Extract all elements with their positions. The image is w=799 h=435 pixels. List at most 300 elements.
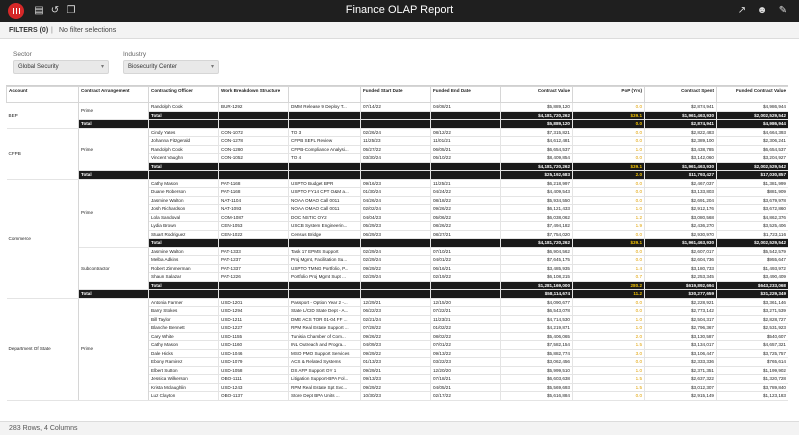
cell-7[interactable]: $5,616,884 bbox=[501, 392, 573, 401]
cell-2[interactable]: Dale Hicks bbox=[149, 349, 219, 358]
cell-4[interactable] bbox=[289, 111, 361, 120]
cell-4[interactable]: Task 17 EPMS Support bbox=[289, 247, 361, 256]
cell-10[interactable]: $2,002,529,542 bbox=[717, 111, 789, 120]
cell-7[interactable]: $5,569,693 bbox=[501, 383, 573, 392]
cell-4[interactable]: Store Dept BPA Units ... bbox=[289, 392, 361, 401]
cell-7[interactable]: $4,714,530 bbox=[501, 315, 573, 324]
cell-8[interactable]: 0.0 bbox=[573, 230, 645, 239]
cell-9[interactable]: $2,253,345 bbox=[645, 273, 717, 282]
cell-5[interactable]: 03/30/24 bbox=[361, 154, 431, 163]
cell-3[interactable]: USD-1211 bbox=[219, 315, 289, 324]
cell-5[interactable]: 02/29/24 bbox=[361, 256, 431, 265]
cell-6[interactable] bbox=[431, 290, 501, 299]
cell-5[interactable] bbox=[361, 171, 431, 180]
cell-5[interactable]: 02/29/24 bbox=[361, 273, 431, 282]
cell-4[interactable]: DME ACS TOR 01-04 FF ... bbox=[289, 315, 361, 324]
cell-10[interactable]: $1,493,972 bbox=[717, 264, 789, 273]
cell-10[interactable]: $31,229,349 bbox=[717, 290, 789, 299]
cell-3[interactable] bbox=[219, 290, 289, 299]
arrangement-cell[interactable]: Prime bbox=[79, 128, 149, 171]
cell-6[interactable]: 07/22/21 bbox=[431, 307, 501, 316]
cell-7[interactable]: $58,114,674 bbox=[501, 290, 573, 299]
cell-5[interactable]: 02/29/24 bbox=[361, 247, 431, 256]
cell-6[interactable] bbox=[431, 281, 501, 290]
cell-3[interactable]: PAT-1226 bbox=[219, 273, 289, 282]
cell-10[interactable]: $3,525,406 bbox=[717, 222, 789, 231]
cell-8[interactable]: 1.0 bbox=[573, 324, 645, 333]
cell-4[interactable]: DMM Release 9 Deploy T... bbox=[289, 103, 361, 112]
cell-7[interactable]: $6,108,215 bbox=[501, 273, 573, 282]
cell-9[interactable]: $2,874,941 bbox=[645, 120, 717, 129]
cell-6[interactable] bbox=[431, 111, 501, 120]
cell-10[interactable]: $4,657,321 bbox=[717, 341, 789, 350]
cell-10[interactable]: $881,909 bbox=[717, 188, 789, 197]
cell-2[interactable]: Cathy Mason bbox=[149, 179, 219, 188]
cell-6[interactable]: 07/10/21 bbox=[431, 247, 501, 256]
cell-5[interactable]: 06/22/23 bbox=[361, 307, 431, 316]
cell-6[interactable]: 08/02/22 bbox=[431, 332, 501, 341]
cell-5[interactable]: 09/26/22 bbox=[361, 332, 431, 341]
cell-2[interactable]: Bill Taylor bbox=[149, 315, 219, 324]
cell-5[interactable]: 02/02/24 bbox=[361, 205, 431, 214]
cell-9[interactable]: $1,961,463,930 bbox=[645, 239, 717, 248]
cell-5[interactable]: 02/26/24 bbox=[361, 128, 431, 137]
cell-6[interactable]: 03/22/23 bbox=[431, 358, 501, 367]
cell-10[interactable]: $2,002,529,542 bbox=[717, 239, 789, 248]
cell-8[interactable]: 1.0 bbox=[573, 315, 645, 324]
col-header[interactable]: Account bbox=[7, 87, 79, 103]
cell-10[interactable]: $2,531,923 bbox=[717, 324, 789, 333]
cell-8[interactable]: 0.0 bbox=[573, 103, 645, 112]
total-label[interactable]: Total bbox=[149, 111, 219, 120]
cell-7[interactable]: $7,494,182 bbox=[501, 222, 573, 231]
col-header[interactable]: Contract Spent bbox=[645, 87, 717, 103]
cell-3[interactable]: PAT-1333 bbox=[219, 247, 289, 256]
col-header[interactable]: Funded Start Date bbox=[361, 87, 431, 103]
cell-10[interactable]: $765,614 bbox=[717, 358, 789, 367]
cell-3[interactable]: CON-1278 bbox=[219, 137, 289, 146]
cell-7[interactable]: $4,090,677 bbox=[501, 298, 573, 307]
cell-8[interactable]: 2.0 bbox=[573, 332, 645, 341]
cell-6[interactable]: 04/01/22 bbox=[431, 256, 501, 265]
cell-7[interactable]: $5,406,065 bbox=[501, 332, 573, 341]
cell-8[interactable]: 1.4 bbox=[573, 264, 645, 273]
cell-9[interactable]: $2,467,037 bbox=[645, 179, 717, 188]
cell-5[interactable]: 12/29/21 bbox=[361, 298, 431, 307]
cell-6[interactable]: 02/19/22 bbox=[431, 273, 501, 282]
cell-2[interactable]: Johanna Fitzgerald bbox=[149, 137, 219, 146]
cell-10[interactable]: $3,725,757 bbox=[717, 349, 789, 358]
edit-icon[interactable]: ✎ bbox=[778, 5, 788, 16]
cell-10[interactable]: $3,789,840 bbox=[717, 383, 789, 392]
cell-5[interactable] bbox=[361, 281, 431, 290]
col-header[interactable]: Contracting Officer bbox=[149, 87, 219, 103]
cell-7[interactable]: $5,934,550 bbox=[501, 196, 573, 205]
cell-10[interactable]: $1,723,116 bbox=[717, 230, 789, 239]
cell-2[interactable]: Vincent Vaughn bbox=[149, 154, 219, 163]
cell-4[interactable]: NOAA OMAO Call 0011 bbox=[289, 196, 361, 205]
table-row[interactable] bbox=[7, 247, 789, 256]
cell-4[interactable]: DOC NSTIC OY2 bbox=[289, 213, 361, 222]
cell-5[interactable]: 09/13/23 bbox=[361, 375, 431, 384]
cell-2[interactable]: Jasmine Walton bbox=[149, 247, 219, 256]
cell-4[interactable]: Tunisia Chamber of Com... bbox=[289, 332, 361, 341]
cell-10[interactable]: $3,204,927 bbox=[717, 154, 789, 163]
cell-9[interactable]: $3,133,803 bbox=[645, 188, 717, 197]
cell-2[interactable]: Jessica Wilkerson bbox=[149, 375, 219, 384]
cell-5[interactable]: 04/04/23 bbox=[361, 213, 431, 222]
cell-4[interactable]: State L/CID State Dept - A... bbox=[289, 307, 361, 316]
cell-4[interactable]: RPM Real Estate Spt Svc... bbox=[289, 383, 361, 392]
cell-7[interactable]: $6,038,062 bbox=[501, 213, 573, 222]
cell-6[interactable]: 08/27/21 bbox=[431, 230, 501, 239]
cell-9[interactable]: $2,773,142 bbox=[645, 307, 717, 316]
cell-7[interactable]: $4,612,481 bbox=[501, 137, 573, 146]
cell-7[interactable]: $3,485,935 bbox=[501, 264, 573, 273]
cell-6[interactable]: 12/15/20 bbox=[431, 298, 501, 307]
cell-9[interactable]: $3,130,587 bbox=[645, 332, 717, 341]
cell-2[interactable]: Robert Zimmerman bbox=[149, 264, 219, 273]
total-row[interactable] bbox=[7, 120, 789, 129]
cell-10[interactable]: $540,607 bbox=[717, 332, 789, 341]
cell-6[interactable]: 05/10/22 bbox=[431, 154, 501, 163]
cell-8[interactable]: 0.0 bbox=[573, 358, 645, 367]
cell-8[interactable]: 0.0 bbox=[573, 307, 645, 316]
cell-7[interactable]: $5,999,510 bbox=[501, 366, 573, 375]
cell-8[interactable]: 1.5 bbox=[573, 383, 645, 392]
cell-2[interactable]: Antonia Farmer bbox=[149, 298, 219, 307]
arrangement-cell[interactable]: Prime bbox=[79, 103, 149, 120]
cell-9[interactable]: $3,012,307 bbox=[645, 383, 717, 392]
cell-8[interactable]: 2.0 bbox=[573, 171, 645, 180]
cell-9[interactable]: $3,438,785 bbox=[645, 145, 717, 154]
total-label[interactable] bbox=[149, 171, 219, 180]
cell-6[interactable]: 11/01/21 bbox=[431, 137, 501, 146]
table-row[interactable] bbox=[7, 103, 789, 112]
cell-9[interactable]: $30,277,659 bbox=[645, 290, 717, 299]
cell-5[interactable]: 09/29/22 bbox=[361, 383, 431, 392]
cell-10[interactable]: $4,862,376 bbox=[717, 213, 789, 222]
cell-7[interactable]: $5,889,120 bbox=[501, 120, 573, 129]
cell-7[interactable]: $7,754,020 bbox=[501, 230, 573, 239]
cell-10[interactable]: $3,361,146 bbox=[717, 298, 789, 307]
cell-4[interactable]: INL Outreach and Progra... bbox=[289, 341, 361, 350]
cell-5[interactable] bbox=[361, 239, 431, 248]
save-icon[interactable]: ▤ bbox=[34, 5, 44, 16]
cell-6[interactable]: 11/25/21 bbox=[431, 179, 501, 188]
cell-9[interactable]: $2,915,149 bbox=[645, 392, 717, 401]
industry-select[interactable] bbox=[123, 60, 219, 74]
cell-10[interactable]: $17,030,857 bbox=[717, 171, 789, 180]
table-row[interactable] bbox=[7, 128, 789, 137]
cell-6[interactable]: 07/01/22 bbox=[431, 341, 501, 350]
cell-7[interactable]: $7,315,821 bbox=[501, 128, 573, 137]
cell-6[interactable]: 12/20/20 bbox=[431, 366, 501, 375]
cell-9[interactable]: $2,874,941 bbox=[645, 103, 717, 112]
cell-7[interactable]: $6,904,562 bbox=[501, 247, 573, 256]
cell-2[interactable]: Jasmine Walton bbox=[149, 196, 219, 205]
cell-6[interactable]: 06/05/21 bbox=[431, 145, 501, 154]
cell-8[interactable]: 11.2 bbox=[573, 290, 645, 299]
cell-8[interactable]: 1.5 bbox=[573, 375, 645, 384]
cell-4[interactable]: ACS & Related Systems bbox=[289, 358, 361, 367]
cell-7[interactable]: $5,882,774 bbox=[501, 349, 573, 358]
cell-3[interactable]: USD-1243 bbox=[219, 383, 289, 392]
cell-9[interactable]: $3,106,447 bbox=[645, 349, 717, 358]
cell-4[interactable]: TO 4 bbox=[289, 154, 361, 163]
cell-6[interactable]: 04/05/21 bbox=[431, 383, 501, 392]
account-cell[interactable]: BEP bbox=[7, 103, 79, 129]
arrangement-cell[interactable]: Prime bbox=[79, 298, 149, 400]
cell-4[interactable]: RPM Real Estate Support ... bbox=[289, 324, 361, 333]
cell-5[interactable]: 04/09/23 bbox=[361, 341, 431, 350]
cell-4[interactable]: CFPB SEFL Review bbox=[289, 137, 361, 146]
cell-2[interactable]: Elbert Sutton bbox=[149, 366, 219, 375]
cell-10[interactable]: $1,320,728 bbox=[717, 375, 789, 384]
cell-4[interactable]: USPTO TMNG Portfolio, P... bbox=[289, 264, 361, 273]
cell-5[interactable] bbox=[361, 162, 431, 171]
cell-4[interactable] bbox=[289, 171, 361, 180]
cell-4[interactable]: Litigation Support-BPA Fol... bbox=[289, 375, 361, 384]
cell-6[interactable]: 09/13/22 bbox=[431, 349, 501, 358]
cell-6[interactable]: 06/16/21 bbox=[431, 264, 501, 273]
cell-7[interactable]: $6,121,433 bbox=[501, 205, 573, 214]
cell-7[interactable]: $1,281,169,000 bbox=[501, 281, 573, 290]
cell-8[interactable]: 0.7 bbox=[573, 273, 645, 282]
cell-2[interactable]: Cary White bbox=[149, 332, 219, 341]
cell-4[interactable]: USPTO FY14 CPT O&M a... bbox=[289, 188, 361, 197]
cell-9[interactable]: $2,691,204 bbox=[645, 196, 717, 205]
cell-9[interactable]: $2,333,336 bbox=[645, 358, 717, 367]
cell-3[interactable]: USD-1227 bbox=[219, 324, 289, 333]
cell-9[interactable]: $1,961,463,930 bbox=[645, 162, 717, 171]
cell-4[interactable]: Census Bridge bbox=[289, 230, 361, 239]
cell-8[interactable]: 0.0 bbox=[573, 196, 645, 205]
cell-4[interactable] bbox=[289, 290, 361, 299]
cell-8[interactable]: $39.1 bbox=[573, 239, 645, 248]
cell-3[interactable]: NAT-1104 bbox=[219, 196, 289, 205]
cell-3[interactable]: PAT-1337 bbox=[219, 264, 289, 273]
cell-10[interactable]: $2,306,241 bbox=[717, 137, 789, 146]
cell-6[interactable]: 02/17/22 bbox=[431, 392, 501, 401]
cell-5[interactable] bbox=[361, 111, 431, 120]
total-row[interactable] bbox=[7, 290, 789, 299]
cell-5[interactable]: 02/21/24 bbox=[361, 315, 431, 324]
cell-2[interactable]: Duane Roberson bbox=[149, 188, 219, 197]
cell-7[interactable]: $6,543,078 bbox=[501, 307, 573, 316]
cell-2[interactable]: Barry Stokes bbox=[149, 307, 219, 316]
cell-3[interactable]: COM-1087 bbox=[219, 213, 289, 222]
cell-9[interactable]: $11,793,427 bbox=[645, 171, 717, 180]
cell-9[interactable]: $2,228,921 bbox=[645, 298, 717, 307]
cell-3[interactable]: CON-1052 bbox=[219, 154, 289, 163]
cell-9[interactable]: $2,604,736 bbox=[645, 256, 717, 265]
cell-4[interactable] bbox=[289, 162, 361, 171]
cell-6[interactable]: 11/23/21 bbox=[431, 315, 501, 324]
cell-2[interactable]: Blanche Bennett bbox=[149, 324, 219, 333]
cell-10[interactable]: $1,123,183 bbox=[717, 392, 789, 401]
cell-3[interactable]: BUR-1292 bbox=[219, 103, 289, 112]
cell-9[interactable]: $619,892,694 bbox=[645, 281, 717, 290]
cell-6[interactable] bbox=[431, 162, 501, 171]
cell-5[interactable]: 11/25/23 bbox=[361, 137, 431, 146]
cell-3[interactable]: USD-1079 bbox=[219, 358, 289, 367]
cell-8[interactable]: 0.0 bbox=[573, 128, 645, 137]
export-icon[interactable]: ↗ bbox=[737, 5, 747, 16]
total-label[interactable] bbox=[149, 290, 219, 299]
cell-2[interactable]: Randolph Cook bbox=[149, 103, 219, 112]
cell-7[interactable]: $6,603,638 bbox=[501, 375, 573, 384]
cell-10[interactable]: $4,664,393 bbox=[717, 128, 789, 137]
cell-8[interactable]: 3.0 bbox=[573, 349, 645, 358]
history-icon[interactable]: ↺ bbox=[50, 5, 60, 16]
cell-3[interactable]: USD-1201 bbox=[219, 298, 289, 307]
cell-9[interactable]: $3,142,060 bbox=[645, 154, 717, 163]
cell-8[interactable]: 1.0 bbox=[573, 366, 645, 375]
cell-5[interactable]: 07/28/22 bbox=[361, 324, 431, 333]
table-row[interactable] bbox=[7, 179, 789, 188]
cell-6[interactable]: 05/06/22 bbox=[431, 213, 501, 222]
cell-3[interactable]: NAT-1093 bbox=[219, 205, 289, 214]
cell-8[interactable]: 1.0 bbox=[573, 145, 645, 154]
cell-3[interactable] bbox=[219, 120, 289, 129]
cell-7[interactable]: $5,889,120 bbox=[501, 103, 573, 112]
filters-label[interactable]: FILTERS (0) bbox=[9, 27, 49, 34]
cell-3[interactable]: CEN-1053 bbox=[219, 222, 289, 231]
total-label[interactable]: Total bbox=[149, 239, 219, 248]
cell-7[interactable]: $7,645,175 bbox=[501, 256, 573, 265]
cell-9[interactable]: $2,436,270 bbox=[645, 222, 717, 231]
cell-9[interactable]: $2,389,100 bbox=[645, 137, 717, 146]
cell-9[interactable]: $2,930,970 bbox=[645, 230, 717, 239]
cell-7[interactable]: $4,219,871 bbox=[501, 324, 573, 333]
cell-3[interactable]: CEN-1022 bbox=[219, 230, 289, 239]
col-header[interactable]: Contract Value bbox=[501, 87, 573, 103]
cell-6[interactable]: 01/02/22 bbox=[431, 324, 501, 333]
cell-10[interactable]: $6,654,537 bbox=[717, 145, 789, 154]
cell-4[interactable]: Passport - Option Year 2 -... bbox=[289, 298, 361, 307]
cell-9[interactable]: $2,371,351 bbox=[645, 366, 717, 375]
cell-9[interactable]: $1,961,463,930 bbox=[645, 111, 717, 120]
cell-3[interactable]: USD-1294 bbox=[219, 307, 289, 316]
cell-10[interactable]: $3,271,539 bbox=[717, 307, 789, 316]
cell-7[interactable]: $4,181,720,262 bbox=[501, 162, 573, 171]
cell-3[interactable] bbox=[219, 171, 289, 180]
col-header[interactable]: Funded End Date bbox=[431, 87, 501, 103]
cell-8[interactable]: 0.0 bbox=[573, 120, 645, 129]
cell-3[interactable]: USD-1160 bbox=[219, 341, 289, 350]
account-cell[interactable]: Department Of State bbox=[7, 298, 79, 400]
cell-9[interactable]: $3,134,017 bbox=[645, 341, 717, 350]
cell-7[interactable]: $4,409,543 bbox=[501, 188, 573, 197]
arrangement-cell[interactable]: Prime bbox=[79, 179, 149, 247]
cell-6[interactable] bbox=[431, 171, 501, 180]
sector-select[interactable] bbox=[13, 60, 109, 74]
col-header[interactable]: PoP (Yrs) bbox=[573, 87, 645, 103]
cell-4[interactable] bbox=[289, 281, 361, 290]
cell-9[interactable]: $2,637,322 bbox=[645, 375, 717, 384]
cell-5[interactable]: 05/29/23 bbox=[361, 222, 431, 231]
cell-4[interactable]: TO 3 bbox=[289, 128, 361, 137]
cell-7[interactable]: $4,181,720,262 bbox=[501, 239, 573, 248]
cell-3[interactable]: PAT-1168 bbox=[219, 179, 289, 188]
cell-3[interactable] bbox=[219, 162, 289, 171]
cell-6[interactable]: 08/26/22 bbox=[431, 222, 501, 231]
cell-2[interactable]: Stuart Rodriguez bbox=[149, 230, 219, 239]
total-label[interactable]: Total bbox=[149, 162, 219, 171]
table-row[interactable] bbox=[7, 298, 789, 307]
cell-7[interactable]: $7,582,154 bbox=[501, 341, 573, 350]
col-header[interactable]: Funded Contract Value bbox=[717, 87, 789, 103]
total-label[interactable]: Total bbox=[149, 281, 219, 290]
col-header[interactable]: Contract Arrangement bbox=[79, 87, 149, 103]
col-header[interactable]: Work Breakdown Structure bbox=[219, 87, 289, 103]
cell-2[interactable]: Luz Clayton bbox=[149, 392, 219, 401]
cell-2[interactable]: Lydia Brown bbox=[149, 222, 219, 231]
cell-2[interactable]: Melba Adkins bbox=[149, 256, 219, 265]
cell-8[interactable]: 0.0 bbox=[573, 247, 645, 256]
cell-4[interactable]: CFPB-Compliance Analysi... bbox=[289, 145, 361, 154]
cell-8[interactable]: 1.2 bbox=[573, 213, 645, 222]
cell-3[interactable]: PAT-1237 bbox=[219, 256, 289, 265]
cell-10[interactable]: $2,828,727 bbox=[717, 315, 789, 324]
cell-3[interactable]: USD-1046 bbox=[219, 349, 289, 358]
cell-7[interactable]: $8,409,854 bbox=[501, 154, 573, 163]
cell-4[interactable]: NOAA OMAO Call 0011 bbox=[289, 205, 361, 214]
cell-7[interactable]: $6,654,537 bbox=[501, 145, 573, 154]
cell-10[interactable]: $1,381,999 bbox=[717, 179, 789, 188]
cell-8[interactable]: 1.5 bbox=[573, 341, 645, 350]
cell-10[interactable]: $955,647 bbox=[717, 256, 789, 265]
cell-6[interactable] bbox=[431, 120, 501, 129]
cell-8[interactable]: 280.2 bbox=[573, 281, 645, 290]
cell-6[interactable]: 04/24/22 bbox=[431, 188, 501, 197]
cell-6[interactable]: 04/08/21 bbox=[431, 103, 501, 112]
cell-7[interactable]: $4,181,720,262 bbox=[501, 111, 573, 120]
cell-8[interactable]: 0.0 bbox=[573, 188, 645, 197]
total-label[interactable] bbox=[149, 120, 219, 129]
cell-7[interactable]: $3,062,456 bbox=[501, 358, 573, 367]
cell-3[interactable]: USD-1058 bbox=[219, 366, 289, 375]
cell-4[interactable]: Portfolio Proj Mgmt Supt ... bbox=[289, 273, 361, 282]
cell-5[interactable]: 09/29/22 bbox=[361, 264, 431, 273]
cell-2[interactable]: Randolph Cook bbox=[149, 145, 219, 154]
cell-8[interactable]: 0.0 bbox=[573, 154, 645, 163]
cell-10[interactable]: $1,199,902 bbox=[717, 366, 789, 375]
cell-10[interactable]: $3,490,409 bbox=[717, 273, 789, 282]
cell-5[interactable]: 09/16/23 bbox=[361, 179, 431, 188]
cell-2[interactable]: Ebony Ramirez bbox=[149, 358, 219, 367]
cell-4[interactable] bbox=[289, 120, 361, 129]
cell-9[interactable]: $2,796,367 bbox=[645, 324, 717, 333]
cell-8[interactable]: 0.0 bbox=[573, 179, 645, 188]
cell-3[interactable]: CON-1072 bbox=[219, 128, 289, 137]
cell-5[interactable]: 10/30/23 bbox=[361, 392, 431, 401]
cell-5[interactable]: 05/27/22 bbox=[361, 145, 431, 154]
cell-4[interactable]: USPTO Budget BPR bbox=[289, 179, 361, 188]
copy-icon[interactable]: ❐ bbox=[66, 5, 76, 16]
cell-4[interactable]: Proj Mgmt, Facilitation Su... bbox=[289, 256, 361, 265]
cell-8[interactable]: 0.0 bbox=[573, 137, 645, 146]
cell-10[interactable]: $5,542,579 bbox=[717, 247, 789, 256]
cell-5[interactable]: 01/13/23 bbox=[361, 358, 431, 367]
cell-3[interactable] bbox=[219, 281, 289, 290]
cell-10[interactable]: $4,986,944 bbox=[717, 103, 789, 112]
total-row[interactable] bbox=[7, 171, 789, 180]
cell-8[interactable]: 0.0 bbox=[573, 392, 645, 401]
cell-8[interactable]: $39.1 bbox=[573, 111, 645, 120]
cell-9[interactable]: $3,080,568 bbox=[645, 213, 717, 222]
